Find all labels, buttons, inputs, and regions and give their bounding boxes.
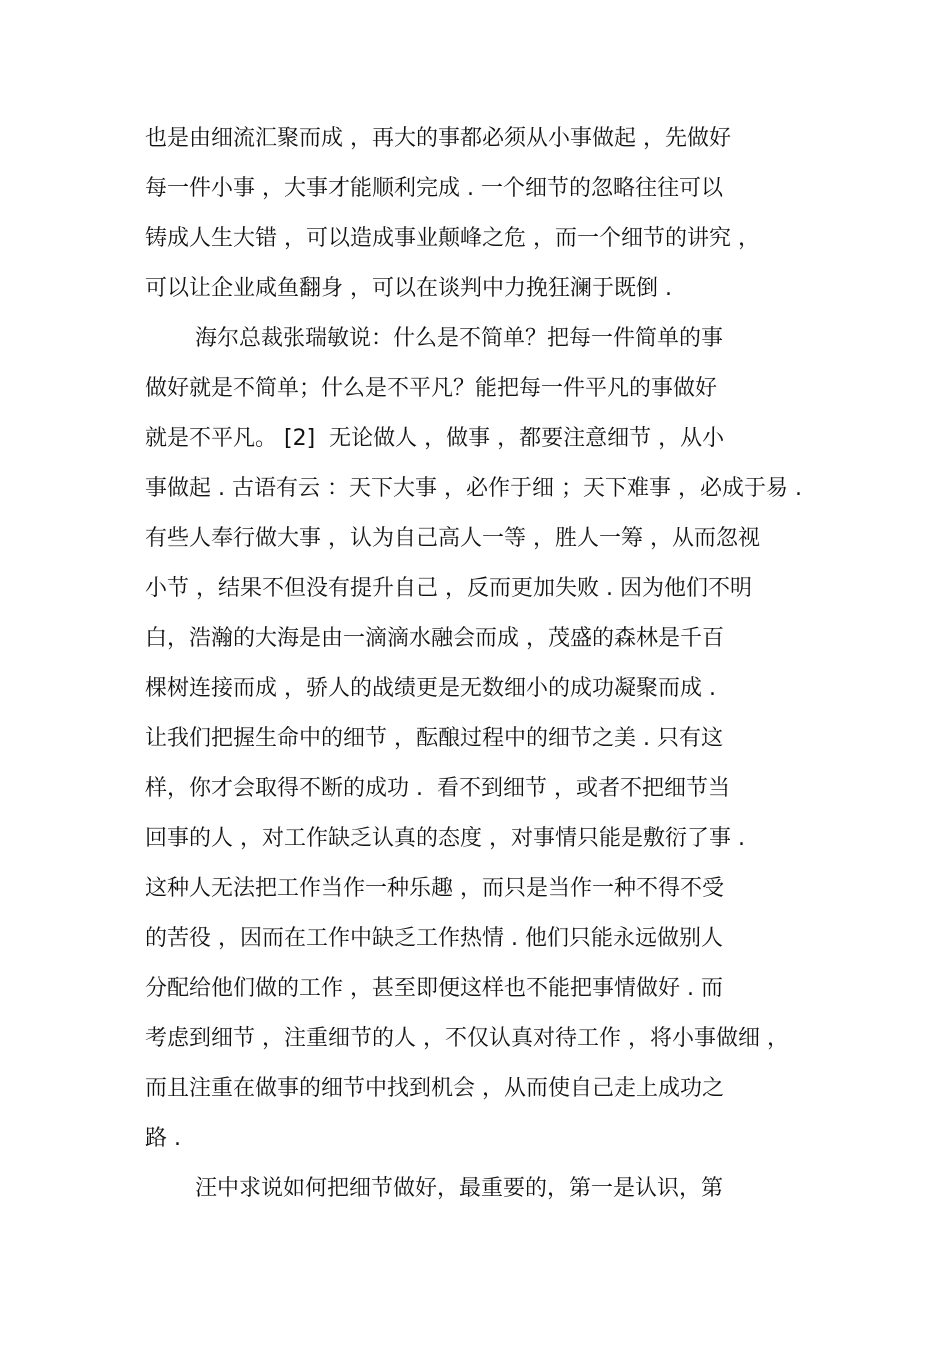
text-line: 路 . — [145, 1126, 181, 1151]
text-line: 分配给他们做的工作 ，甚至即便这样也不能把事情做好 . 而 — [145, 976, 723, 1001]
text-line: 也是由细流汇聚而成 ，再大的事都必须从小事做起 ，先做好 — [145, 126, 731, 151]
text-line: 有些人奉行做大事 ，认为自己高人一等 ，胜人一筹 ，从而忽视 — [145, 526, 760, 551]
text-line: 的苦役 ，因而在工作中缺乏工作热情 . 他们只能永远做别人 — [145, 926, 723, 951]
text-line: 这种人无法把工作当作一种乐趣 ，而只是当作一种不得不受 — [145, 876, 724, 901]
text-line: 考虑到细节 ，注重细节的人 ，不仅认真对待工作 ，将小事做细 ， — [145, 1026, 789, 1051]
text-line: 而且注重在做事的细节中找到机会 ，从而使自己走上成功之 — [145, 1076, 724, 1101]
text-line: 小节 ，结果不但没有提升自己 ，反而更加失败 . 因为他们不明 — [145, 576, 752, 601]
paragraph-start-line: 海尔总裁张瑞敏说：什么是不简单？把每一件简单的事 — [195, 326, 724, 351]
text-line: 每一件小事 ，大事才能顺利完成 . 一个细节的忽略往往可以 — [145, 176, 723, 201]
paragraph-start-line: 汪中求说如何把细节做好，最重要的，第一是认识，第 — [195, 1176, 724, 1201]
text-line: 让我们把握生命中的细节 ，酝酿过程中的细节之美 . 只有这 — [145, 726, 723, 751]
text-line: 可以让企业咸鱼翻身 ，可以在谈判中力挽狂澜于既倒 . — [145, 276, 672, 301]
text-line: 白，浩瀚的大海是由一滴滴水融会而成 ，茂盛的森林是千百 — [145, 626, 724, 651]
text-line: 铸成人生大错 ，可以造成事业颠峰之危 ，而一个细节的讲究 ， — [145, 226, 760, 251]
text-line: 棵树连接而成 ，骄人的战绩更是无数细小的成功凝聚而成 . — [145, 676, 716, 701]
text-line: 做好就是不简单；什么是不平凡？能把每一件平凡的事做好 — [145, 376, 718, 401]
text-line: 回事的人 ，对工作缺乏认真的态度 ，对事情只能是敷衍了事 . — [145, 826, 745, 851]
text-line: 就是不平凡。 [2] 无论做人 ，做事 ，都要注意细节 ，从小 — [145, 426, 725, 451]
text-line: 样，你才会取得不断的成功 . 看不到细节 ，或者不把细节当 — [145, 776, 730, 801]
text-line: 事做起 . 古语有云 ：天下大事 ，必作于细 ；天下难事 ，必成于易 . — [145, 476, 802, 501]
